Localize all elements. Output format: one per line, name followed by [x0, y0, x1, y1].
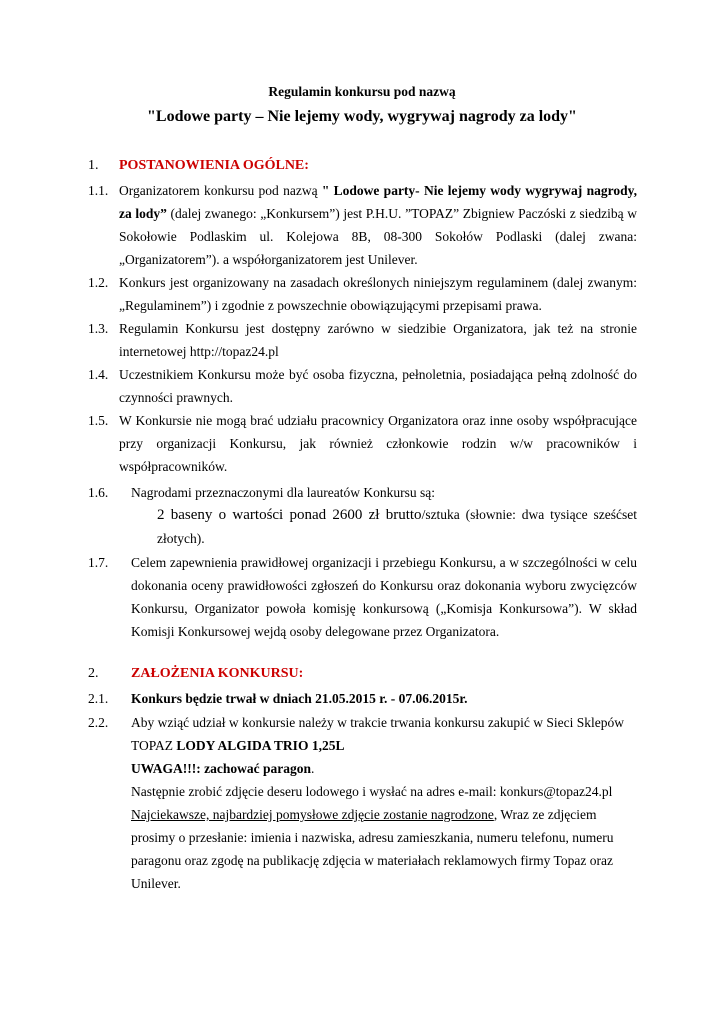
item-line: współpracowników. [119, 459, 228, 474]
item-line: W Konkursie nie mogą brać udziału pracownicy Organizatora oraz inne osoby współpracujące [119, 413, 637, 428]
item-1-1 [119, 179, 637, 271]
item-line: Konkurs jest organizowany na zasadach określonych niniejszym regulaminem (dalej zwanym: [119, 275, 637, 290]
item-line: Uczestnikiem Konkursu może być osoba fizyczna, pełnoletnia, posiadająca pełną zdolność do [119, 367, 637, 382]
item-1-4 [119, 363, 637, 409]
item-text: (dalej zwanego: „Konkursem”) jest P.H.U. ”TOPAZ” Zbigniew Paczóski z siedzibą w [166, 206, 637, 221]
item-line: przy organizacji Konkursu, jak również członkowie rodzin w/w pracowników i [119, 436, 637, 451]
contest-name: "Lodowe party – Nie lejemy wody, wygrywaj nagrody za lody" [147, 108, 577, 125]
item-line: Aby wziąć udział w konkursie należy w trakcie trwania konkursu zakupić w Sieci Sklepów [131, 715, 624, 730]
item-line [119, 179, 637, 202]
item-line [131, 803, 637, 826]
item-number: 1.7. [88, 555, 109, 570]
section-number: 2. [88, 666, 99, 681]
item-line: Następnie zrobić zdjęcie deseru lodowego i wysłać na adres e-mail: konkurs@topaz24.pl [131, 784, 613, 799]
item-line: internetowej http://topaz24.pl [119, 344, 279, 359]
item-2-2 [131, 711, 637, 895]
item-line: dokonania oceny prawidłowości zgłoszeń do Konkursu oraz dokonania wyboru zwycięzców [131, 578, 637, 593]
item-line: Konkursu, Organizator powoła komisję konkursową („Komisja Konkursowa”). W skład [131, 601, 637, 616]
item-number: 1.3. [88, 321, 109, 336]
item-line: czynności prawnych. [119, 390, 233, 405]
item-text: . [310, 761, 315, 776]
item-number: 1.1. [88, 183, 109, 198]
item-line: Komisji Konkursowej wejdą osoby delegowane przez Organizatora. [131, 624, 500, 639]
item-line: Celem zapewnienia prawidłowej organizacji i przebiegu Konkursu, a w szczególności w celu [131, 555, 637, 570]
item-line: „Regulaminem”) i zgodnie z powszechnie obowiązującymi przepisami prawa. [119, 298, 542, 313]
item-1-7 [131, 551, 637, 643]
item-2-1: Konkurs będzie trwał w dniach 21.05.2015 r. - 07.06.2015r. [131, 691, 468, 706]
prize-value: 2 baseny o wartości ponad 2600 zł brutto [157, 507, 422, 523]
item-line: paragonu oraz zgodę na publikację zdjęcia w materiałach reklamowych firmy Topaz oraz [131, 853, 613, 868]
item-number: 1.6. [88, 485, 109, 500]
section-title: ZAŁOŻENIA KONKURSU: [131, 666, 304, 681]
item-1-2 [119, 271, 637, 317]
item-line [131, 757, 637, 780]
highlight-text: Najciekawsze, najbardziej pomysłowe zdjęcie zostanie nagrodzone [131, 807, 494, 822]
item-line [131, 734, 637, 757]
item-line: złotych). [157, 531, 205, 546]
prize-description [157, 503, 637, 550]
item-number: 1.4. [88, 367, 109, 382]
item-line: prosimy o przesłanie: imienia i nazwiska, adresu zamieszkania, numeru telefonu, numeru [131, 830, 614, 845]
item-number: 1.2. [88, 275, 109, 290]
contest-name-inline: za lody” [119, 206, 167, 221]
item-1-3 [119, 317, 637, 363]
item-line: „Organizatorem”). a współorganizatorem jest Unilever. [119, 252, 418, 267]
section-number: 1. [88, 158, 99, 173]
contest-name-inline: " Lodowe party- Nie lejemy wody wygrywaj nagrody, [321, 183, 637, 198]
product-name: LODY ALGIDA TRIO 1,25L [176, 738, 345, 753]
item-line: Sokołowie Podlaskim ul. Kolejowa 8B, 08-300 Sokołów Podlaski (dalej zwana: [119, 229, 637, 244]
item-text: Organizatorem konkursu pod nazwą [119, 183, 322, 198]
warning-text: UWAGA!!!: zachować paragon [131, 761, 311, 776]
item-line [119, 202, 637, 225]
item-text: /sztuka (słownie: dwa tysiące sześćset [421, 507, 638, 522]
item-number: 1.5. [88, 413, 109, 428]
section-title: POSTANOWIENIA OGÓLNE: [119, 158, 309, 173]
item-number: 2.2. [88, 715, 109, 730]
item-line: Unilever. [131, 876, 181, 891]
item-number: 2.1. [88, 691, 109, 706]
item-line: Regulamin Konkursu jest dostępny zarówno w siedzibie Organizatora, jak też na stronie [119, 321, 637, 336]
item-text: , Wraz ze zdjęciem [493, 807, 597, 822]
document-title: Regulamin konkursu pod nazwą [268, 84, 456, 99]
item-1-5 [119, 409, 637, 478]
item-1-6 [131, 481, 637, 504]
item-text: TOPAZ [131, 738, 177, 753]
item-line: Nagrodami przeznaczonymi dla laureatów Konkursu są: [131, 485, 436, 500]
item-line [157, 503, 637, 527]
